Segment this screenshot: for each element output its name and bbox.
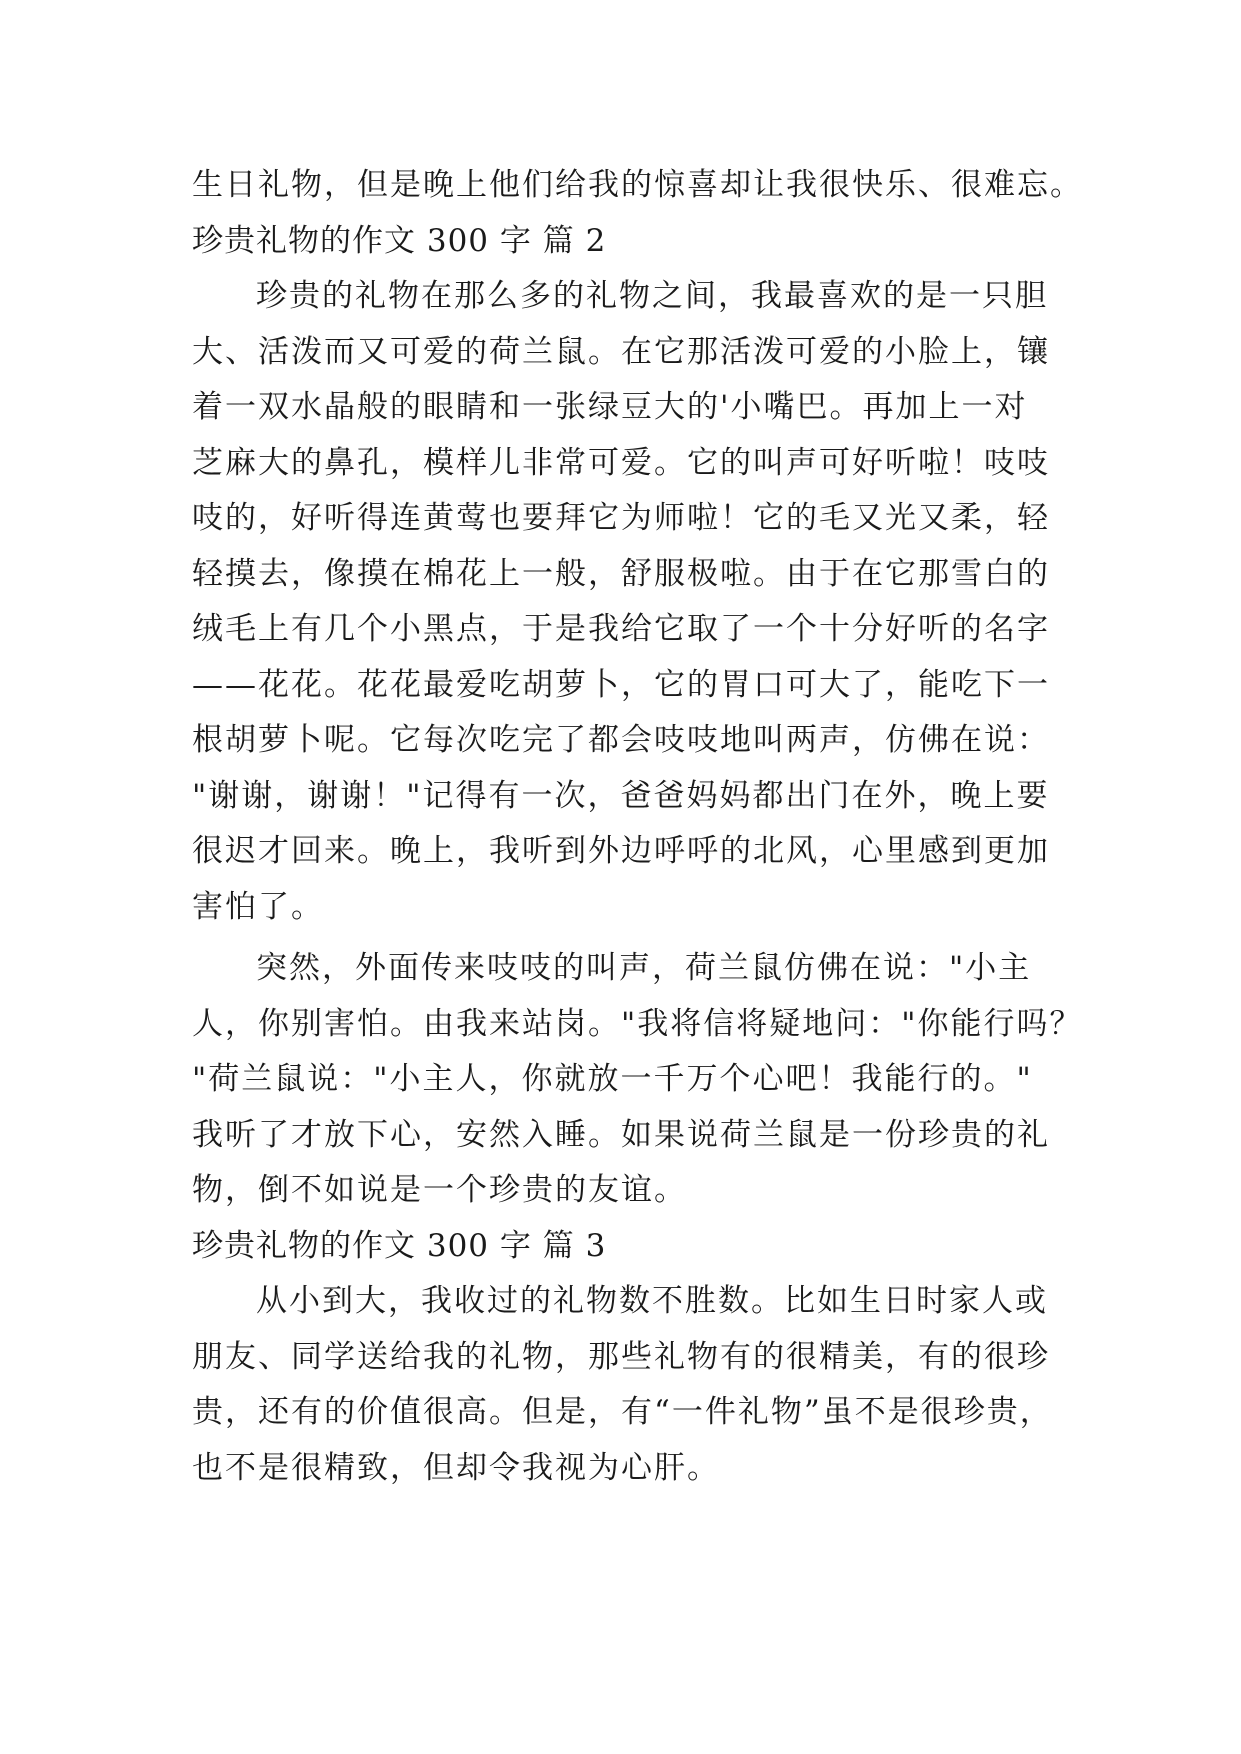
text-line: 物，倒不如说是一个珍贵的友谊。 (192, 1172, 687, 1208)
text-line: 从小到大，我收过的礼物数不胜数。比如生日时家人或 (256, 1283, 1048, 1319)
heading-essay-2: 珍贵礼物的作文 300 字 篇 2 (192, 222, 607, 259)
text-line: 很迟才回来。晚上，我听到外边呼呼的北风，心里感到更加 (192, 833, 1050, 869)
intro-line: 生日礼物，但是晚上他们给我的惊喜却让我很快乐、很难忘。 (192, 167, 1083, 203)
text-line: 我听了才放下心，安然入睡。如果说荷兰鼠是一份珍贵的礼 (192, 1116, 1050, 1153)
text-line: 人，你别害怕。由我来站岗。"我将信将疑地问："你能行吗？ (192, 1005, 1083, 1042)
document-page (192, 158, 1083, 1496)
text-line: 根胡萝卜呢。它每次吃完了都会吱吱地叫两声，仿佛在说： (192, 722, 1050, 758)
text-line: 芝麻大的鼻孔，模样儿非常可爱。它的叫声可好听啦！吱吱 (192, 444, 1050, 481)
text-line: ——花花。花花最爱吃胡萝卜，它的胃口可大了，能吃下一 (192, 666, 1050, 703)
paragraph-3-1 (192, 1274, 1052, 1496)
paragraph-2-1 (192, 269, 1052, 935)
text-line: "谢谢，谢谢！"记得有一次，爸爸妈妈都出门在外，晚上要 (192, 777, 1050, 814)
text-line: 大、活泼而又可爱的荷兰鼠。在它那活泼可爱的小脸上，镶 (192, 333, 1050, 370)
text-line: 也不是很精致，但却令我视为心肝。 (192, 1449, 720, 1486)
text-line: 吱的，好听得连黄莺也要拜它为师啦！它的毛又光又柔，轻 (192, 500, 1050, 536)
text-line: 朋友、同学送给我的礼物，那些礼物有的很精美，有的很珍 (192, 1338, 1050, 1375)
paragraph-2-2 (192, 941, 1083, 1219)
text-line: 珍贵的礼物在那么多的礼物之间，我最喜欢的是一只胆 (256, 278, 1048, 314)
heading-essay-3: 珍贵礼物的作文 300 字 篇 3 (192, 1227, 607, 1264)
text-line: "荷兰鼠说："小主人，你就放一千万个心吧！我能行的。" (192, 1061, 1033, 1097)
text-line: 贵，还有的价值很高。但是，有“一件礼物”虽不是很珍贵， (192, 1394, 1053, 1430)
text-line: 着一双水晶般的眼睛和一张绿豆大的'小嘴巴。再加上一对 (192, 389, 1028, 425)
text-line: 轻摸去，像摸在棉花上一般，舒服极啦。由于在它那雪白的 (192, 555, 1050, 592)
text-line: 绒毛上有几个小黑点，于是我给它取了一个十分好听的名字 (192, 611, 1050, 647)
text-line: 害怕了。 (192, 888, 324, 925)
text-line: 突然，外面传来吱吱的叫声，荷兰鼠仿佛在说："小主 (256, 950, 1032, 986)
